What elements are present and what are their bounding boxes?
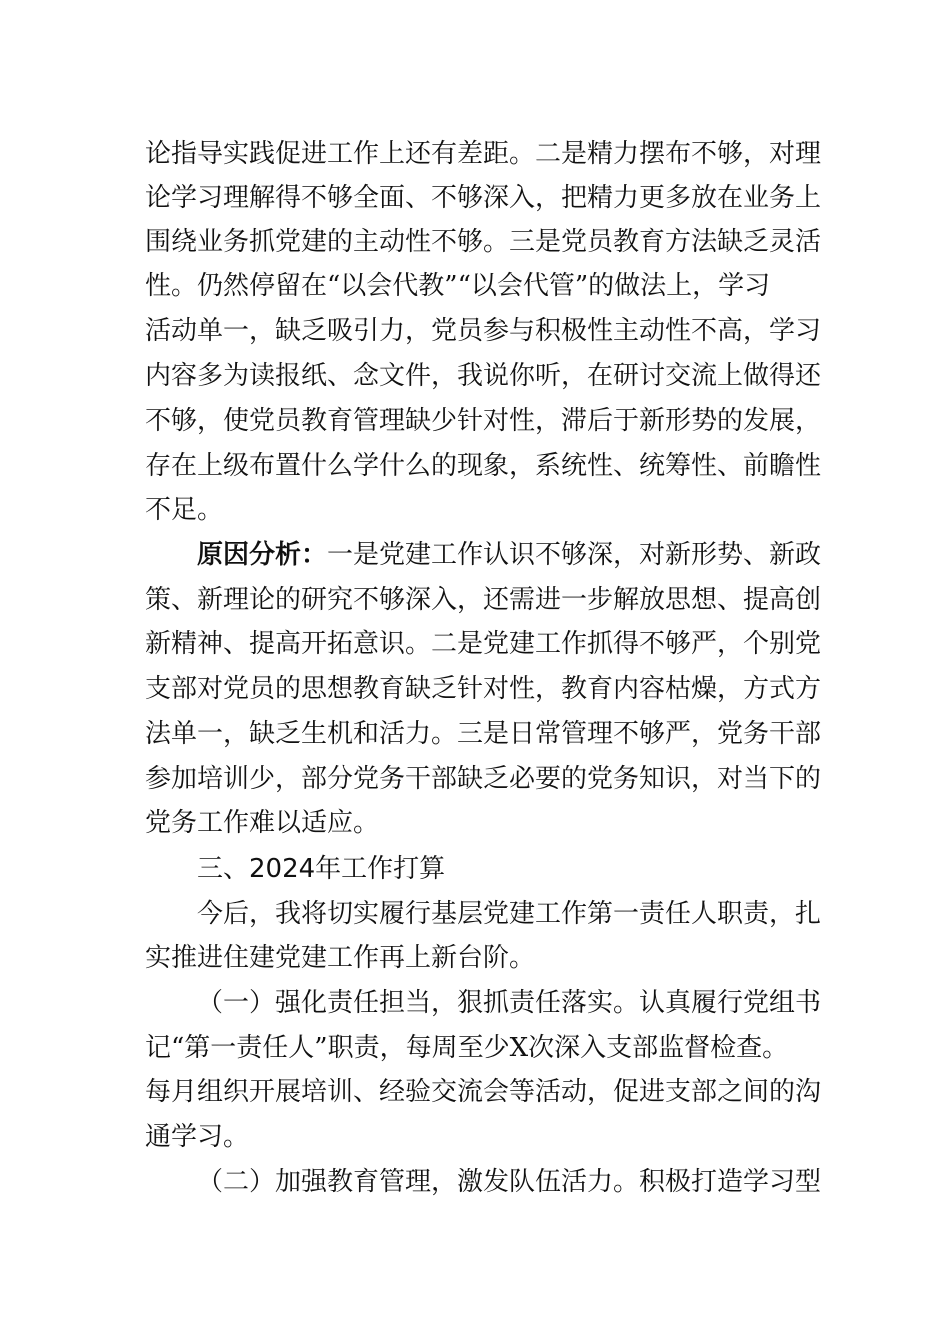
cause-analysis-label: 原因分析： bbox=[197, 540, 328, 570]
body-line: 活动单一，缺乏吸引力，党员参与积极性主动性不高，学习 bbox=[145, 316, 822, 346]
body-line: 存在上级布置什么学什么的现象，系统性、统筹性、前瞻性 bbox=[145, 451, 822, 481]
body-line: 内容多为读报纸、念文件，我说你听，在研讨交流上做得还 bbox=[145, 361, 822, 391]
body-line: 策、新理论的研究不够深入，还需进一步解放思想、提高创 bbox=[145, 585, 822, 615]
body-line: 实推进住建党建工作再上新台阶。 bbox=[145, 943, 536, 973]
body-line: 参加培训少，部分党务干部缺乏必要的党务知识，对当下的 bbox=[145, 764, 822, 794]
section-heading: 三、2024年工作打算 bbox=[197, 854, 446, 884]
body-line: 不足。 bbox=[145, 495, 224, 525]
item-heading-1: （一）强化责任担当，狠抓责任落实。认真履行党组书 bbox=[197, 988, 822, 1018]
body-line: 论指导实践促进工作上还有差距。二是精力摆布不够，对理 bbox=[145, 139, 822, 169]
body-line: 每月组织开展培训、经验交流会等活动，促进支部之间的沟 bbox=[145, 1077, 822, 1107]
body-line: 论学习理解得不够全面、不够深入，把精力更多放在业务上 bbox=[145, 183, 822, 213]
body-line: 新精神、提高开拓意识。二是党建工作抓得不够严，个别党 bbox=[145, 629, 822, 659]
body-line: 通学习。 bbox=[145, 1122, 250, 1152]
cause-analysis-text: 一是党建工作认识不够深，对新形势、新政 bbox=[327, 540, 822, 570]
body-line: 围绕业务抓党建的主动性不够。三是党员教育方法缺乏灵活 bbox=[145, 227, 822, 257]
body-line: 性。仍然停留在“以会代教”“以会代管”的做法上，学习 bbox=[145, 271, 771, 301]
body-line: 支部对党员的思想教育缺乏针对性，教育内容枯燥，方式方 bbox=[145, 674, 822, 704]
item-heading-2: （二）加强教育管理，激发队伍活力。积极打造学习型 bbox=[197, 1167, 822, 1197]
body-line: 今后，我将切实履行基层党建工作第一责任人职责，扎 bbox=[197, 899, 822, 929]
body-line: 不够，使党员教育管理缺少针对性，滞后于新形势的发展， bbox=[145, 406, 822, 436]
cause-analysis-line bbox=[197, 535, 877, 575]
body-line: 法单一，缺乏生机和活力。三是日常管理不够严，党务干部 bbox=[145, 719, 822, 749]
body-line: 党务工作难以适应。 bbox=[145, 808, 380, 838]
body-line: 记“第一责任人”职责，每周至少X次深入支部监督检查。 bbox=[145, 1033, 789, 1063]
